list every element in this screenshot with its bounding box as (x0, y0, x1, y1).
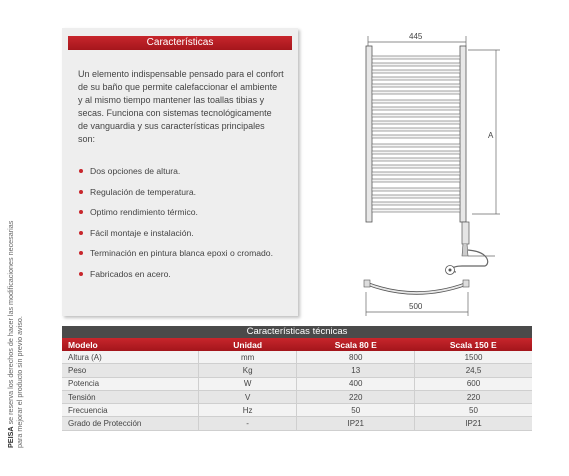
feature-item: Terminación en pintura blanca epoxi o cromado. (78, 247, 288, 260)
col-header-model: Modelo (62, 338, 198, 351)
feature-item: Fabricados en acero. (78, 268, 288, 281)
features-intro: Un elemento indispensable pensado para el confort de su baño que permite calefaccionar el ambiente y al mismo tiempo mantener las toallas tibias y secas. Funciona con sistemas tecnológicamente de vanguardia y sus características principales son: (78, 69, 284, 144)
bullet-icon (79, 190, 83, 194)
radiator-drawing (350, 30, 530, 320)
table-row: Peso Kg 13 24,5 (62, 364, 532, 377)
features-list (78, 165, 288, 288)
height-label: A (488, 131, 494, 140)
specs-header-row (62, 338, 532, 351)
feature-item: Fácil montaje e instalación. (78, 227, 288, 240)
heating-element (446, 222, 496, 275)
specs-title: Características técnicas (62, 326, 532, 338)
feature-item: Regulación de temperatura. (78, 186, 288, 199)
bullet-icon (79, 169, 83, 173)
table-row: Altura (A) mm 800 1500 (62, 351, 532, 364)
bullet-icon (79, 251, 83, 255)
bullet-icon (79, 272, 83, 276)
bullet-icon (79, 210, 83, 214)
table-row: Potencia W 400 600 (62, 377, 532, 390)
height-dimension (468, 50, 500, 214)
cross-bars (372, 56, 460, 212)
disclaimer-text: se reserva los derechos de hacer las modificaciones necesarias para mejorar el producto sin previo aviso. (6, 220, 24, 448)
col-header-unit: Unidad (198, 338, 297, 351)
col-header-scala-150: Scala 150 E (414, 338, 532, 351)
table-row: Tensión V 220 220 (62, 390, 532, 403)
disclaimer-note (6, 208, 24, 448)
bullet-icon (79, 231, 83, 235)
left-rail (366, 46, 372, 222)
col-header-scala-80: Scala 80 E (297, 338, 415, 351)
table-row: Frecuencia Hz 50 50 (62, 404, 532, 417)
features-panel (62, 28, 298, 316)
feature-item: Optimo rendimiento térmico. (78, 206, 288, 219)
brand-name: PEISA (6, 426, 15, 448)
width-label: 445 (409, 32, 423, 41)
depth-label: 500 (409, 302, 423, 311)
specs-table-section (62, 326, 532, 431)
table-row: Grado de Protección - IP21 IP21 (62, 417, 532, 430)
right-rail (460, 46, 466, 222)
feature-item: Dos opciones de altura. (78, 165, 288, 178)
features-title: Características (68, 36, 292, 50)
specs-table (62, 338, 532, 431)
